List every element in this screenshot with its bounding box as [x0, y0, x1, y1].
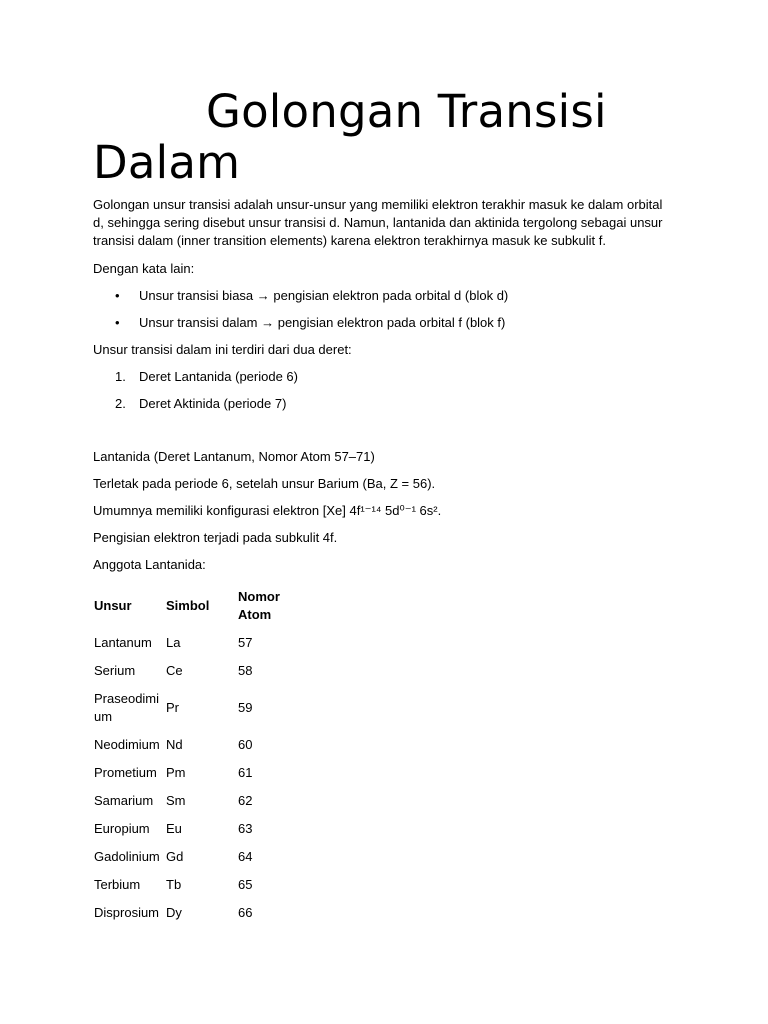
cell-symbol: Nd — [166, 737, 183, 752]
lanthanide-location: Terletak pada periode 6, setelah unsur Barium (Ba, Z = 56). — [93, 476, 436, 491]
series-intro: Unsur transisi dalam ini terdiri dari dua deret: — [93, 342, 352, 357]
cell-atomic-number: 59 — [238, 700, 253, 715]
table-row — [93, 871, 289, 899]
cell-element: Praseodimium — [94, 691, 160, 724]
cell-atomic-number: 57 — [238, 635, 253, 650]
cell-element: Lantanum — [94, 635, 152, 650]
bullet-list — [93, 287, 673, 332]
cell-atomic-number: 60 — [238, 737, 253, 752]
spacer — [93, 422, 673, 448]
cell-symbol: Sm — [166, 793, 186, 808]
lead-text: Dengan kata lain: — [93, 261, 195, 276]
cell-atomic-number: 64 — [238, 849, 253, 864]
bullet-marker: • — [115, 288, 120, 303]
cell-symbol: Pm — [166, 765, 186, 780]
cell-atomic-number: 62 — [238, 793, 253, 808]
table-row — [93, 731, 289, 759]
header-simbol: Simbol — [166, 598, 210, 613]
table-row — [93, 815, 289, 843]
table-row — [93, 759, 289, 787]
cell-element: Serium — [94, 663, 136, 678]
bullet-marker: • — [115, 315, 120, 330]
intro-paragraph: Golongan unsur transisi adalah unsur-unsur yang memiliki elektron terakhir masuk ke dalam orbital d, sehingga sering disebut unsur transisi d. Namun, lantanida dan aktinida tergolong sebagai unsur transisi dalam (inner transition elements) karena elektron terakhirnya masuk ke subkulit f. — [93, 197, 663, 248]
table-row — [93, 685, 289, 731]
table-row — [93, 843, 289, 871]
cell-atomic-number: 66 — [238, 905, 253, 920]
lanthanide-heading: Lantanida (Deret Lantanum, Nomor Atom 57–71) — [93, 449, 375, 464]
cell-symbol: Ce — [166, 663, 183, 678]
cell-element: Disprosium — [94, 905, 160, 920]
cell-element: Gadolinium — [94, 849, 160, 864]
cell-element: Neodimium — [94, 737, 160, 752]
cell-element: Terbium — [94, 877, 141, 892]
cell-atomic-number: 61 — [238, 765, 253, 780]
list-item — [93, 395, 673, 413]
cell-symbol: Gd — [166, 849, 184, 864]
list-item-text: Unsur transisi biasa → pengisian elektron pada orbital d (blok d) — [139, 288, 509, 303]
list-number: 2. — [115, 396, 126, 411]
numbered-list — [93, 368, 673, 413]
list-item-text: Deret Lantanida (periode 6) — [139, 369, 298, 384]
cell-element: Prometium — [94, 765, 157, 780]
list-item — [93, 368, 673, 386]
table-header-row — [93, 583, 289, 629]
cell-element: Samarium — [94, 793, 154, 808]
list-number: 1. — [115, 369, 126, 384]
members-label: Anggota Lantanida: — [93, 557, 206, 572]
list-item — [93, 314, 673, 332]
list-item-text: Unsur transisi dalam → pengisian elektron pada orbital f (blok f) — [139, 315, 506, 330]
cell-symbol: Tb — [166, 877, 182, 892]
page-title: Golongan Transisi Dalam — [93, 85, 607, 189]
header-unsur: Unsur — [94, 598, 132, 613]
list-item-text: Deret Aktinida (periode 7) — [139, 396, 287, 411]
cell-atomic-number: 58 — [238, 663, 253, 678]
cell-atomic-number: 65 — [238, 877, 253, 892]
document-page — [93, 86, 673, 927]
cell-symbol: La — [166, 635, 181, 650]
table-row — [93, 629, 289, 657]
header-nomor-atom: Nomor Atom — [238, 589, 280, 622]
table-row — [93, 787, 289, 815]
cell-symbol: Dy — [166, 905, 182, 920]
cell-element: Europium — [94, 821, 150, 836]
cell-atomic-number: 63 — [238, 821, 253, 836]
table-row — [93, 899, 289, 927]
cell-symbol: Eu — [166, 821, 182, 836]
lanthanide-config: Umumnya memiliki konfigurasi elektron [Xe] 4f¹⁻¹⁴ 5d⁰⁻¹ 6s². — [93, 503, 442, 518]
cell-symbol: Pr — [166, 700, 179, 715]
lanthanide-filling: Pengisian elektron terjadi pada subkulit 4f. — [93, 530, 338, 545]
table-row — [93, 657, 289, 685]
list-item — [93, 287, 673, 305]
lanthanide-table — [93, 583, 289, 927]
